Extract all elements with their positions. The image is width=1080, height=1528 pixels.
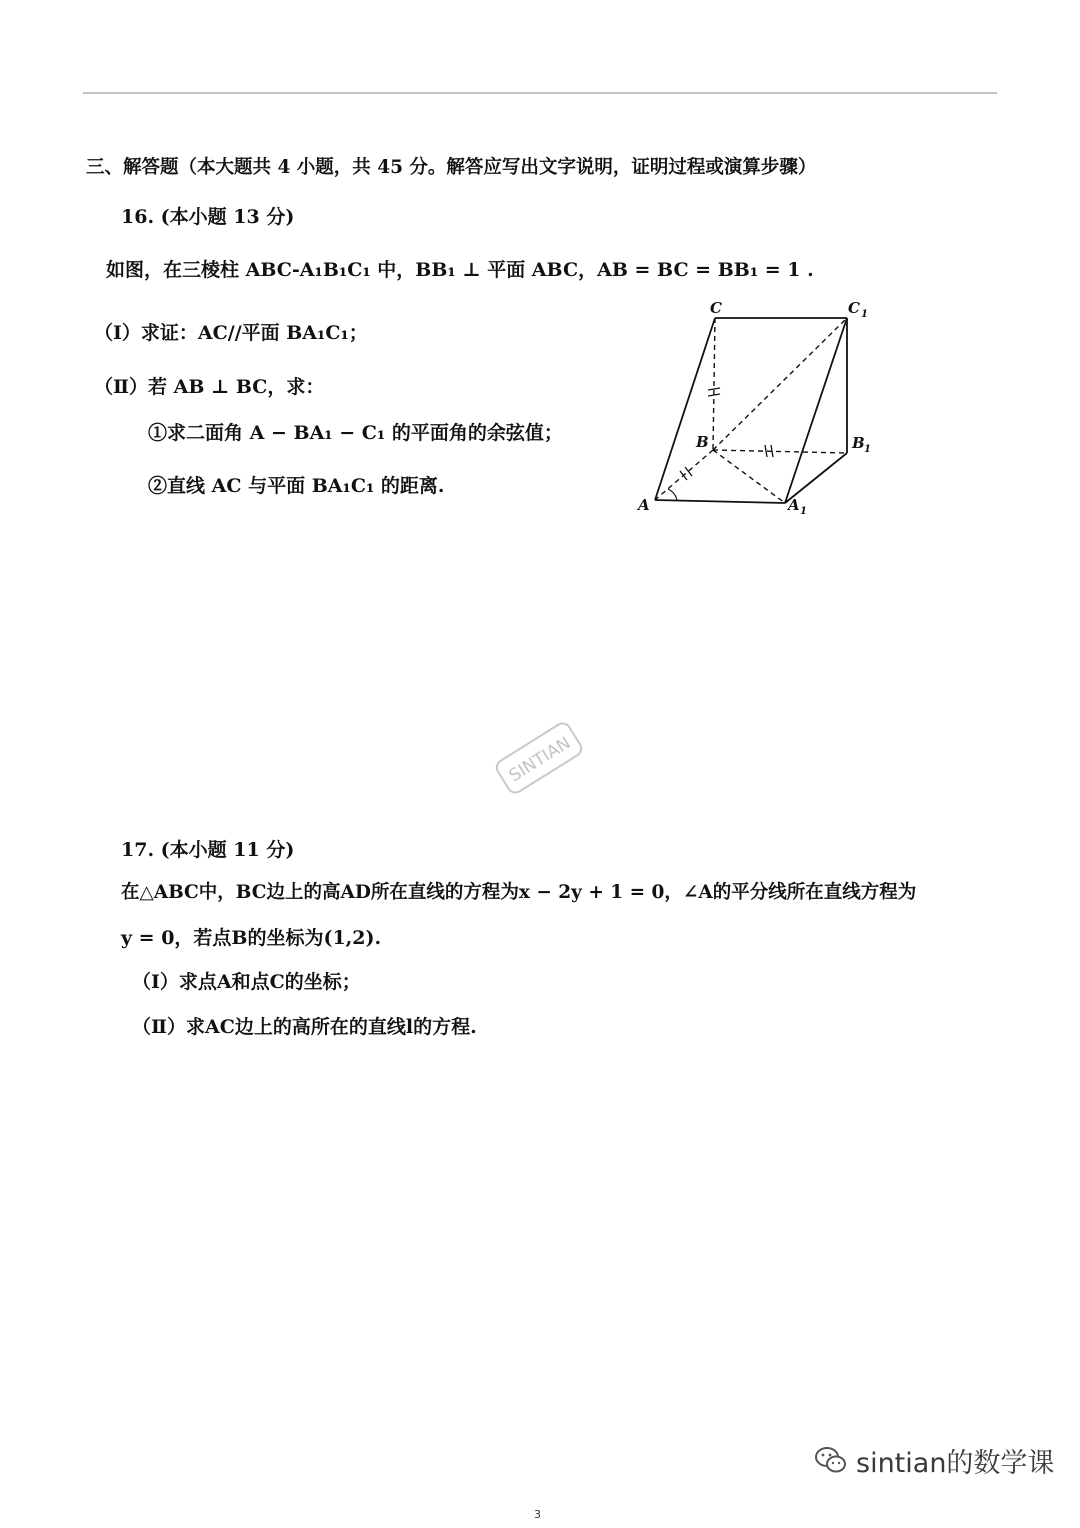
- edge-BC1: [713, 318, 847, 450]
- label-A1: A: [788, 496, 800, 514]
- label-C1: C: [848, 299, 860, 317]
- edge-CA: [655, 318, 715, 500]
- right-angle-mark: [668, 489, 677, 501]
- page-number: 3: [534, 1508, 541, 1521]
- sintian-watermark: [487, 716, 591, 800]
- label-A: A: [638, 496, 650, 514]
- q17-part1: （Ⅰ）求点A和点C的坐标；: [132, 971, 361, 993]
- header-rule: [83, 92, 997, 94]
- svg-text:1: 1: [861, 309, 868, 320]
- brand-watermark: [814, 1440, 1054, 1480]
- q17-stem-line1: 在△ABC中，BC边上的高AD所在直线的方程为x − 2y + 1 = 0，∠A的平分线所在直线方程为: [121, 882, 917, 903]
- q16-part1: （Ⅰ）求证：AC//平面 BA₁C₁；: [94, 322, 368, 344]
- q16-sub1: ①求二面角 A − BA₁ − C₁ 的平面角的余弦值；: [148, 422, 563, 444]
- edge-C1A1: [785, 318, 847, 503]
- q17-part2: （Ⅱ）求AC边上的高所在的直线l的方程.: [132, 1016, 477, 1038]
- equal-length-ticks: [680, 388, 773, 480]
- edge-AA1: [655, 500, 785, 503]
- watermark-text: SINTIAN: [505, 733, 575, 787]
- brand-text: sintian的数学课: [856, 1447, 1055, 1479]
- edge-BA1: [713, 450, 785, 503]
- edge-BB1: [713, 450, 847, 453]
- q17-stem-line2: y = 0，若点B的坐标为(1,2).: [121, 927, 382, 949]
- edge-CB: [713, 318, 715, 450]
- label-C: C: [710, 299, 722, 317]
- wechat-icon: [814, 1445, 848, 1475]
- q16-title: 16. (本小题 13 分): [121, 206, 295, 228]
- prism-figure: [630, 295, 880, 515]
- label-B1: B: [852, 434, 865, 452]
- label-B: B: [696, 433, 709, 451]
- q16-stem: 如图，在三棱柱 ABC-A₁B₁C₁ 中，BB₁ ⊥ 平面 ABC，AB = BC = BB₁ = 1 .: [106, 259, 814, 281]
- section-heading: 三、解答题（本大题共 4 小题，共 45 分。解答应写出文字说明，证明过程或演算步骤）: [86, 157, 817, 178]
- q16-part2: （Ⅱ）若 AB ⊥ BC，求：: [94, 376, 325, 398]
- q16-sub2: ②直线 AC 与平面 BA₁C₁ 的距离.: [148, 475, 445, 497]
- svg-text:1: 1: [864, 444, 871, 455]
- svg-text:1: 1: [800, 506, 807, 515]
- q17-title: 17. (本小题 11 分): [121, 839, 295, 861]
